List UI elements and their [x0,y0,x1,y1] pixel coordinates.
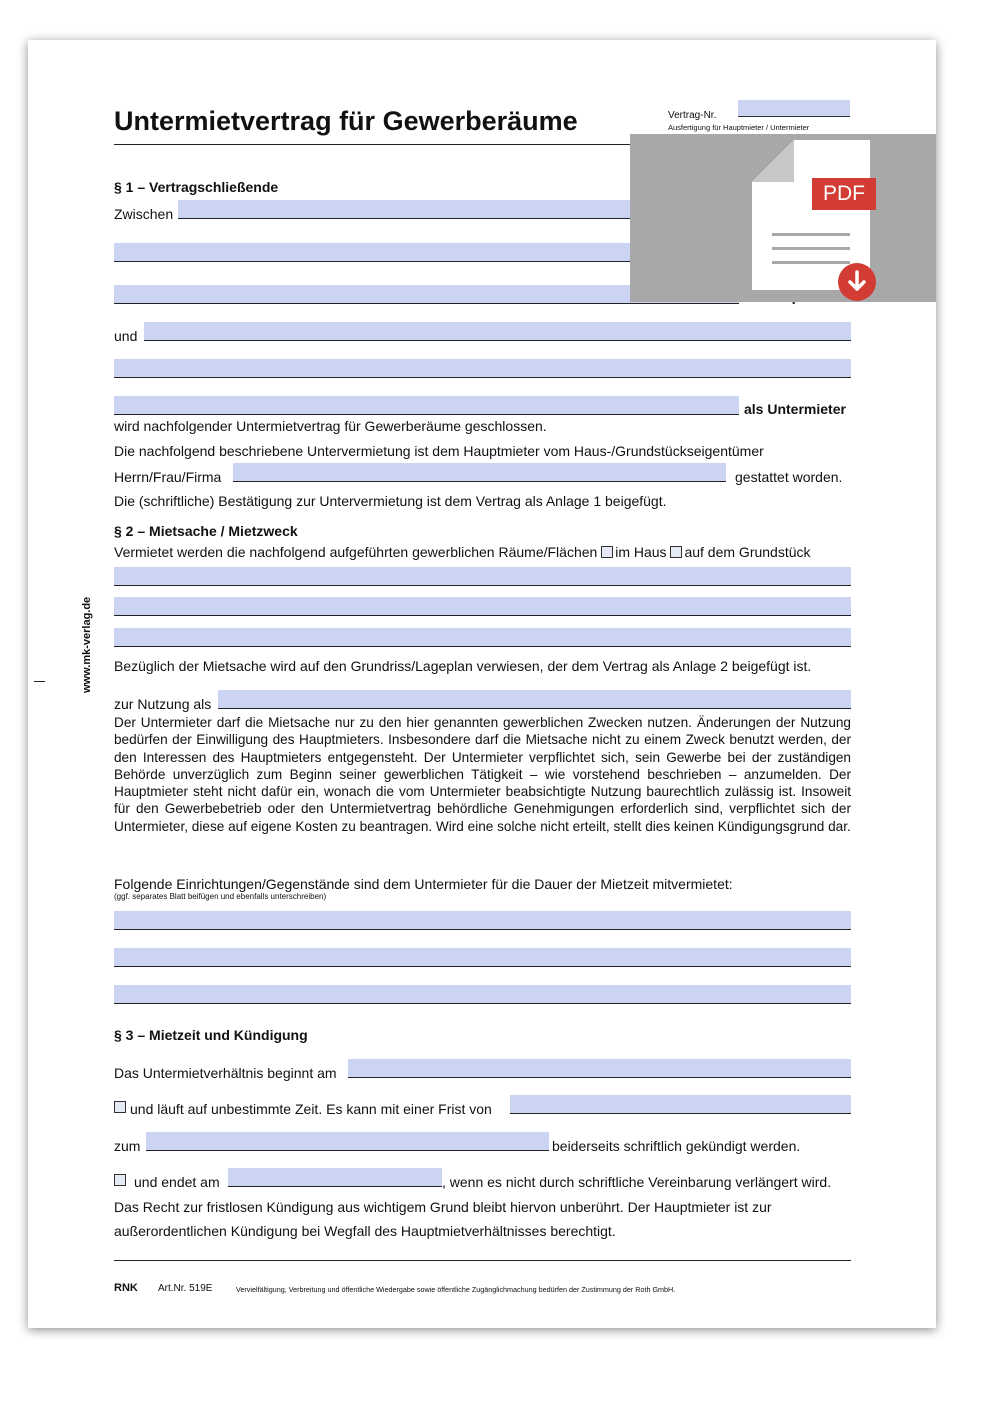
recht-line1: Das Recht zur fristlosen Kündigung aus wichtigem Grund bleibt hiervon unberührt. Der Hauptmieter ist zur [114,1199,772,1215]
section1-line1: wird nachfolgender Untermietvertrag für Gewerberäume geschlossen. [114,418,547,434]
arrow-down-icon [838,263,876,301]
section3-heading: § 3 – Mietzeit und Kündigung [114,1027,308,1043]
als-untermieter-label: als Untermieter [744,401,846,417]
recht-line2: außerordentlichen Kündigung bei Wegfall des Hauptmietverhältnisses berechtigt. [114,1223,616,1239]
vermietet-text [114,544,811,560]
raeume-field-2[interactable] [114,597,851,616]
nutzung-paragraph: Der Untermieter darf die Mietsache nur zu den hier genannten gewerblichen Zwecken nutzen. Änderungen der Nutzung bedürfen der Einwilligung des Hauptmieters. Insbesondere darf die Mietsache nicht zu einem Zweck benutzt werden, der den Interessen des Hauptmieters entgegensteht. Der Untermieter verpflichtet sich, sein Gewerbe bei der zuständigen Behörde unverzüglich zum Beginn seiner gewerblichen Tätigkeit – wie vorstehend beschrieben – anzumelden. Der Hauptmieter steht nicht dafür ein, wonach die vom Untermieter beabsichtigte Nutzung baurechtlich zulässig ist. Insoweit für den Gewerbebetrieb oder den Untermietvertrag behördliche Genehmigungen erforderlich sind, verpflichtet sich der Untermieter, diese auf eigene Kosten zu beantragen. Wird eine solche nicht erteilt, stellt dies keinen Kündigungsgrund dar. [114,715,851,834]
raeume-field-3[interactable] [114,628,851,647]
untermieter-field-2[interactable] [114,359,851,378]
publisher-logo: RNK [114,1282,138,1294]
einrichtungen-field-3[interactable] [114,985,851,1004]
footer-rule [114,1260,851,1261]
section1-line3: Die (schriftliche) Bestätigung zur Untervermietung ist dem Vertrag als Anlage 1 beigefügt. [114,493,667,509]
website-vertical-text: www.mk-verlag.de [81,596,93,693]
ausfertigung-note: Ausfertigung für Hauptmieter / Untermieter [668,123,810,132]
unbestimmt-checkbox[interactable] [114,1101,126,1113]
zwischen-label: Zwischen [114,206,174,222]
pdf-badge: PDF [812,178,876,210]
grundstueck-checkbox[interactable] [670,546,682,558]
unbestimmt-label: und läuft auf unbestimmte Zeit. Es kann mit einer Frist von [130,1101,492,1117]
download-arrow-icon[interactable] [838,263,876,301]
zum-field[interactable] [146,1132,549,1151]
vertrag-nr-field[interactable] [738,100,850,117]
nutzung-field[interactable] [218,690,851,709]
section2-heading: § 2 – Mietsache / Mietzweck [114,523,298,539]
zum-label: zum [114,1138,141,1154]
und-label: und [114,328,138,344]
einrichtungen-field-2[interactable] [114,948,851,967]
fold-mark [34,681,45,682]
im-haus-checkbox[interactable] [601,546,613,558]
beginn-datum-field[interactable] [348,1059,851,1078]
untermieter-field-3[interactable] [114,396,739,415]
vertrag-nr-label: Vertrag-Nr. [668,110,717,121]
art-nr: Art.Nr. 519E [158,1283,213,1294]
bezueglich-text: Bezüglich der Mietsache wird auf den Grundriss/Lageplan verwiesen, der dem Vertrag als Anlage 2 beigefügt ist. [114,658,812,674]
beginnt-label: Das Untermietverhältnis beginnt am [114,1065,337,1081]
einrichtungen-text: Folgende Einrichtungen/Gegenstände sind dem Untermieter für die Dauer der Mietzeit mitvermietet: [114,876,733,892]
einrichtungen-note: (ggf. separates Blatt beifügen und ebenfalls unterschreiben) [114,892,327,901]
untermieter-field-1[interactable] [144,322,851,341]
grundstueck-label: auf dem Grundstück [684,544,811,560]
im-haus-label: im Haus [615,544,667,560]
frist-field[interactable] [510,1095,851,1114]
copyright-notice: Vervielfältigung, Verbreitung und öffentliche Wiedergabe sowie öffentliche Zugänglichmachung bedürfen der Zustimmung der Roth GmbH. [236,1285,676,1294]
section1-heading: § 1 – Vertragschließende [114,179,279,195]
herrn-label: Herrn/Frau/Firma [114,469,222,485]
vermietet-label: Vermietet werden die nachfolgend aufgeführten gewerblichen Räume/Flächen [114,544,598,560]
ende-datum-field[interactable] [228,1168,442,1187]
document-title: Untermietvertrag für Gewerberäume [114,106,578,136]
verlaengert-label: , wenn es nicht durch schriftliche Vereinbarung verlängert wird. [442,1174,832,1190]
section1-line2: Die nachfolgend beschriebene Untervermietung ist dem Hauptmieter vom Haus-/Grundstückseigentümer [114,443,764,459]
gestattet-label: gestattet worden. [735,469,843,485]
title-rule [114,144,638,145]
einrichtungen-field-1[interactable] [114,911,851,930]
zur-nutzung-label: zur Nutzung als [114,696,212,712]
raeume-field-1[interactable] [114,567,851,586]
befristet-checkbox[interactable] [114,1174,126,1186]
gekuendigt-label: beiderseits schriftlich gekündigt werden. [552,1138,801,1154]
endet-am-label: und endet am [134,1174,220,1190]
eigentuemer-field[interactable] [233,463,726,482]
